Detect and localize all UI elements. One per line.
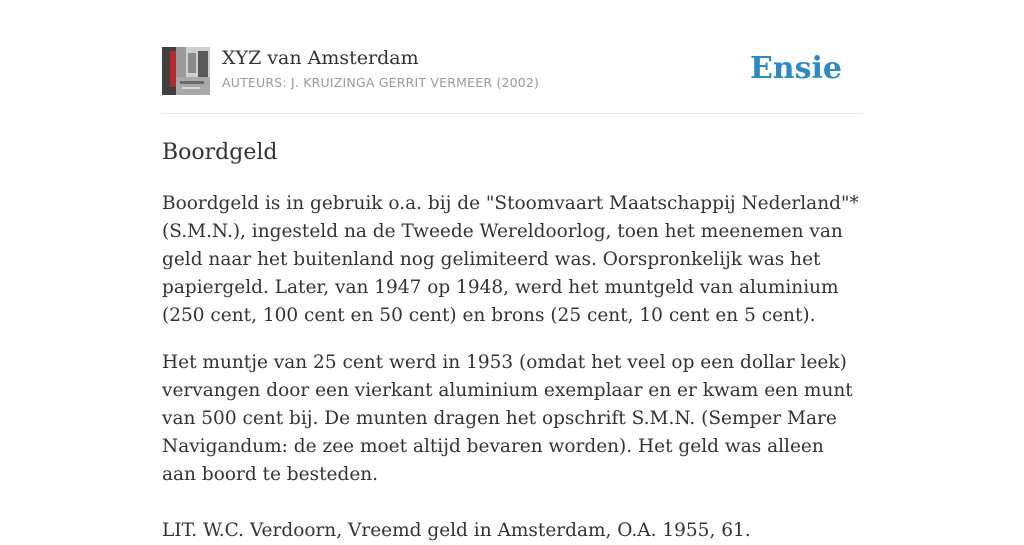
entry-title: Boordgeld	[162, 140, 278, 165]
authors-line: AUTEURS: J. KRUIZINGA GERRIT VERMEER (2002)	[222, 75, 540, 90]
paragraph-literature: LIT. W.C. Verdoorn, Vreemd geld in Amsterdam, O.A. 1955, 61.	[162, 520, 751, 541]
brand-logo[interactable]: Ensie	[749, 51, 842, 86]
book-cover-icon[interactable]	[162, 47, 210, 95]
page	[162, 0, 862, 545]
entry-body	[162, 190, 862, 545]
book-title-link[interactable]: XYZ van Amsterdam	[222, 47, 419, 69]
paragraph-2: Het muntje van 25 cent werd in 1953 (omdat het veel op een dollar leek) vervangen door een vierkant aluminium exemplaar en er kwam een munt van 500 cent bij. De munten dragen het opschrift S.M.N. (Semper Mare Navigandum: de zee moet altijd bevaren worden). Het geld was alleen aan boord te besteden.	[162, 352, 853, 485]
paragraph-1: Boordgeld is in gebruik o.a. bij de "Stoomvaart Maatschappij Nederland"* (S.M.N.), ingesteld na de Tweede Wereldoorlog, toen het meenemen van geld naar het buitenland nog gelimiteerd was. Oorspronkelijk was het papiergeld. Later, van 1947 op 1948, werd het muntgeld van aluminium (250 cent, 100 cent en 50 cent) en brons (25 cent, 10 cent en 5 cent).	[162, 193, 859, 326]
source-header	[162, 47, 862, 114]
